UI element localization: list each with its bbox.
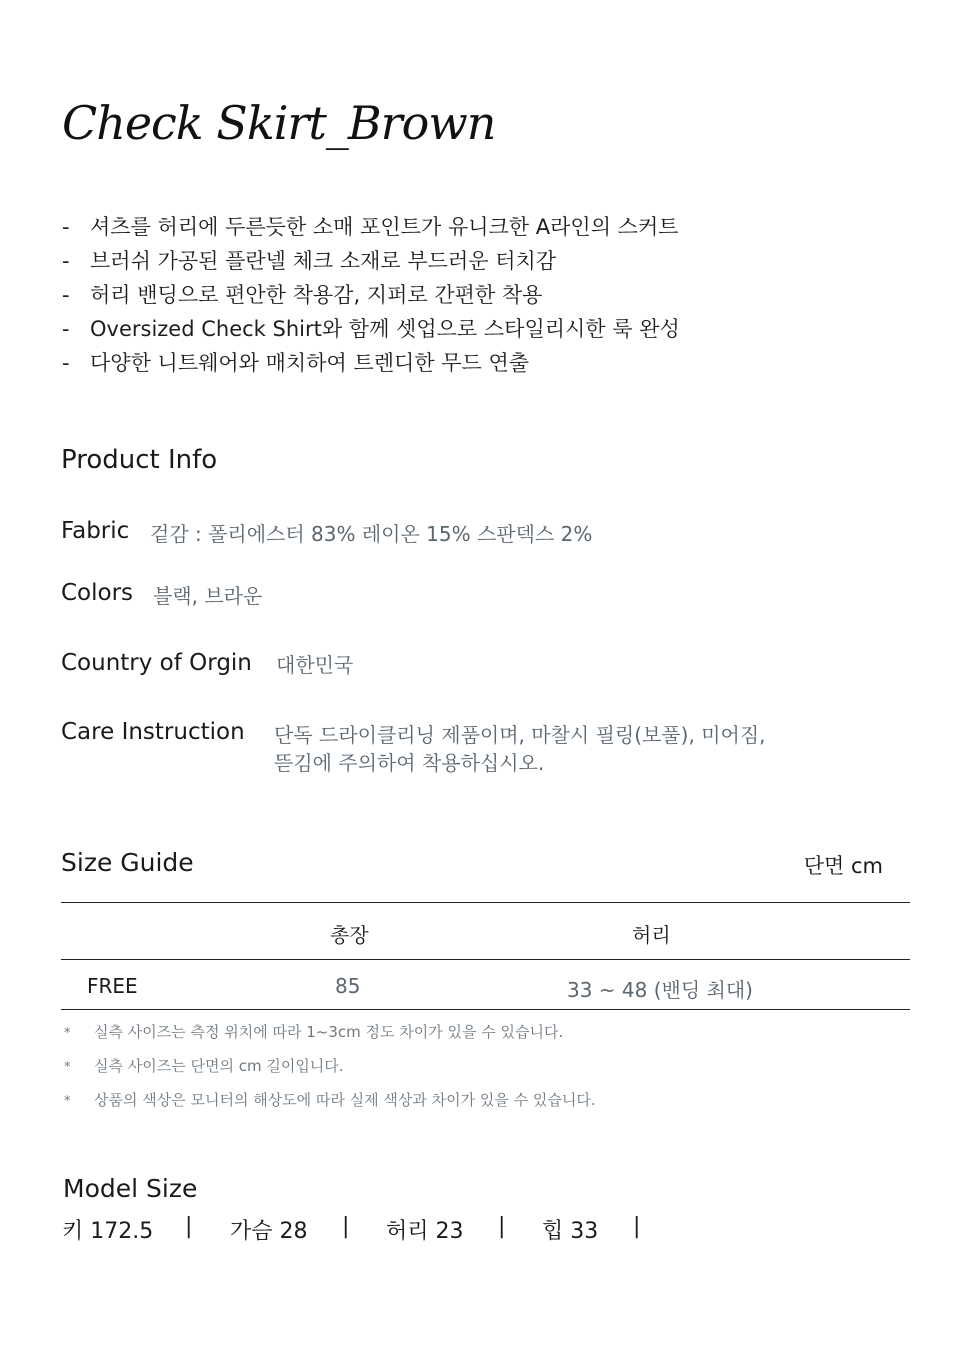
table-bottom-rule (61, 1009, 910, 1010)
product-info-heading: Product Info (61, 445, 218, 475)
product-title: Check Skirt_Brown (62, 96, 496, 150)
dash-marker: - (62, 215, 70, 239)
dash-marker: - (62, 351, 70, 375)
note-text: 실측 사이즈는 단면의 cm 길이입니다. (94, 1057, 344, 1075)
cell-length: 85 (335, 974, 361, 998)
feature-text: 브러쉬 가공된 플란넬 체크 소재로 부드러운 터치감 (90, 249, 557, 273)
feature-item (62, 312, 680, 346)
separator: | (633, 1214, 641, 1239)
row-label-free: FREE (87, 974, 138, 998)
note-text: 상품의 색상은 모니터의 해상도에 따라 실제 색상과 차이가 있을 수 있습니다. (94, 1091, 596, 1109)
feature-item (62, 210, 680, 244)
feature-item (62, 244, 680, 278)
care-value-line2: 뜯김에 주의하여 착용하십시오. (274, 751, 545, 775)
feature-text: 허리 밴딩으로 편안한 착용감, 지퍼로 간편한 착용 (90, 283, 543, 307)
model-hip: 힙 33 (542, 1219, 599, 1244)
cell-waist: 33 ~ 48 (밴딩 최대) (567, 978, 753, 1002)
dash-marker: - (62, 249, 70, 273)
size-note (64, 1089, 596, 1110)
separator: | (185, 1214, 193, 1239)
feature-list (62, 210, 680, 380)
feature-text: Oversized Check Shirt와 함께 셋업으로 스타일리시한 룩 완성 (90, 317, 680, 341)
care-label: Care Instruction (61, 719, 245, 745)
fabric-label: Fabric (61, 518, 130, 544)
column-header-length: 총장 (330, 923, 369, 947)
table-top-rule (61, 902, 910, 903)
column-header-waist: 허리 (632, 923, 671, 947)
size-note (64, 1021, 563, 1042)
feature-item (62, 346, 680, 380)
size-unit: 단면 cm (803, 854, 883, 878)
origin-value: 대한민국 (276, 653, 354, 677)
asterisk-marker: * (64, 1094, 71, 1109)
model-waist: 허리 23 (386, 1219, 464, 1244)
asterisk-marker: * (64, 1060, 71, 1075)
table-header-rule (61, 959, 910, 960)
feature-text: 셔츠를 허리에 두른듯한 소매 포인트가 유니크한 A라인의 스커트 (90, 215, 679, 239)
colors-value: 블랙, 브라운 (153, 584, 263, 608)
dash-marker: - (62, 283, 70, 307)
dash-marker: - (62, 317, 70, 341)
separator: | (342, 1214, 350, 1239)
feature-text: 다양한 니트웨어와 매치하여 트렌디한 무드 연출 (90, 351, 530, 375)
model-height: 키 172.5 (62, 1219, 154, 1244)
colors-label: Colors (61, 580, 134, 606)
asterisk-marker: * (64, 1026, 71, 1041)
fabric-value: 겉감 : 폴리에스터 83% 레이온 15% 스판덱스 2% (150, 522, 593, 546)
size-guide-heading: Size Guide (61, 848, 194, 877)
care-value-line1: 단독 드라이클리닝 제품이며, 마찰시 필링(보풀), 미어짐, (274, 723, 766, 747)
origin-label: Country of Orgin (61, 650, 252, 676)
feature-item (62, 278, 680, 312)
separator: | (498, 1214, 506, 1239)
model-bust: 가슴 28 (230, 1219, 308, 1244)
size-note (64, 1055, 344, 1076)
model-size-heading: Model Size (63, 1174, 198, 1203)
note-text: 실측 사이즈는 측정 위치에 따라 1~3cm 정도 차이가 있을 수 있습니다. (94, 1023, 564, 1041)
